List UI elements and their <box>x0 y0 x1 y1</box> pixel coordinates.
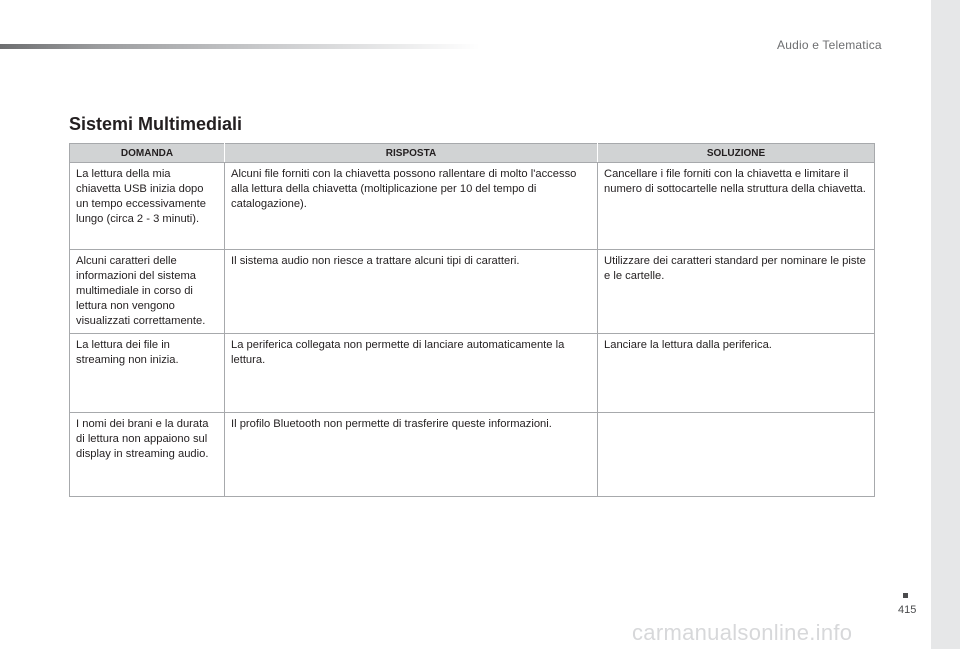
domanda-cell: La lettura dei file in streaming non inizia. <box>70 334 225 413</box>
soluzione-cell: Utilizzare dei caratteri standard per nominare le piste e le cartelle. <box>598 250 875 334</box>
risposta-cell: La periferica collegata non permette di lanciare automaticamente la lettura. <box>225 334 598 413</box>
column-header-soluzione: SOLUZIONE <box>598 144 875 163</box>
page-marker-square <box>903 593 908 598</box>
risposta-cell: Il sistema audio non riesce a trattare alcuni tipi di caratteri. <box>225 250 598 334</box>
faq-table <box>69 143 875 497</box>
risposta-cell: Alcuni file forniti con la chiavetta possono rallentare di molto l'accesso alla lettura della chiavetta (moltiplicazione per 10 del tempo di catalogazione). <box>225 163 598 250</box>
page-title: Sistemi Multimediali <box>69 114 243 134</box>
risposta-cell: Il profilo Bluetooth non permette di trasferire queste informazioni. <box>225 413 598 497</box>
soluzione-cell <box>598 413 875 497</box>
section-title: Audio e Telematica <box>777 38 882 52</box>
table-row <box>70 250 875 334</box>
soluzione-cell: Lanciare la lettura dalla periferica. <box>598 334 875 413</box>
column-header-risposta: RISPOSTA <box>225 144 598 163</box>
table-row <box>70 413 875 497</box>
table-row <box>70 334 875 413</box>
watermark: carmanualsonline.info <box>632 620 853 645</box>
table-header-row <box>70 144 875 163</box>
domanda-cell: I nomi dei brani e la durata di lettura non appaiono sul display in streaming audio. <box>70 413 225 497</box>
soluzione-cell: Cancellare i file forniti con la chiavetta e limitare il numero di sottocartelle nella struttura della chiavetta. <box>598 163 875 250</box>
page-edge-band <box>931 0 960 649</box>
column-header-domanda: DOMANDA <box>70 144 225 163</box>
table-row <box>70 163 875 250</box>
domanda-cell: La lettura della mia chiavetta USB inizia dopo un tempo eccessivamente lungo (circa 2 - 3 minuti). <box>70 163 225 250</box>
page-number: 415 <box>898 604 917 616</box>
domanda-cell: Alcuni caratteri delle informazioni del sistema multimediale in corso di lettura non vengono visualizzati correttamente. <box>70 250 225 334</box>
header-gradient-rule <box>0 44 480 49</box>
